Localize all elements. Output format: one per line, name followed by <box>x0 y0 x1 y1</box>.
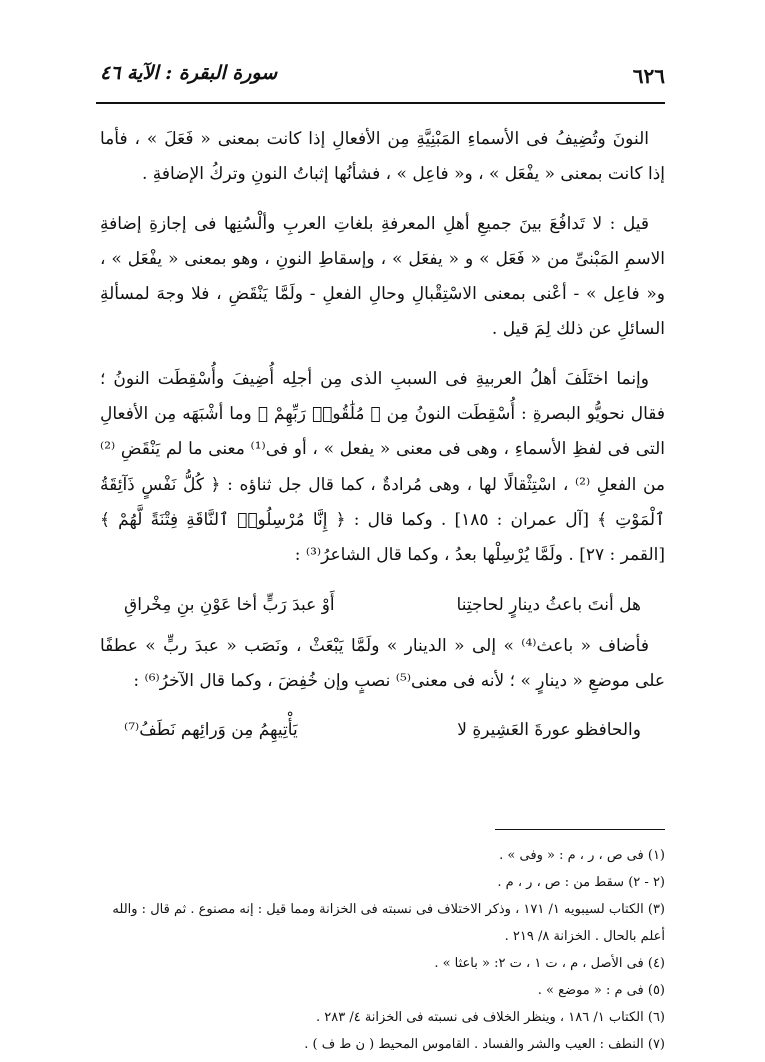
footnotes <box>100 842 665 1058</box>
page-number: ٦٢٦ <box>632 64 665 88</box>
paragraph-1: النونَ وتُضِيفُ فى الأسماءِ المَبْنِيَّةِ مِن الأفعالِ إذا كانت بمعنى « فَعَلَ » ، فأما إذا كانت بمعنى « يفْعَل » ، و« فاعِل » ، فشأنُها إثباتُ النونِ وتركُ الإضافةِ . <box>100 129 665 185</box>
footnote-7: (٧) النطف : العيب والشر والفساد . القاموس المحيط ( ن ط ف ) . <box>304 1037 665 1052</box>
verse-2 <box>124 713 641 748</box>
footnote-2: (٢ - ٢) سقط من : ص ، ر ، م . <box>497 875 665 890</box>
paragraph-2: قيل : لا تَدافُعَ بينَ جميعِ أهلِ المعرفةِ بلغاتِ العربِ وألْسُنِها فى إجازةِ إضافةِ الاسمِ المَبْنىِّ من « فَعَل » و « يفعَل » ، وإسقاطِ النونِ ، وهو بمعنى « يفْعَل » ، و« فاعِل » - أعْنى بمعنى الاسْتِقْبالِ وحالِ الفعلِ - ولَمَّا يَنْقَضِ ، فلا وجهَ لمسألةِ السائلِ عن ذلك لِمَ قيل . <box>100 213 665 340</box>
verse-1 <box>124 588 641 623</box>
footnote-6: (٦) الكتاب ١/ ١٨٦ ، وينظر الخلاف فى نسبته فى الخزانة ٤/ ٢٨٣ . <box>315 1010 665 1025</box>
footnote-4: (٤) فى الأصل ، م ، ت ١ ، ت ٢: « باعثا » . <box>434 956 665 971</box>
running-title: سورة البقرة : الآية ٤٦ <box>100 62 278 84</box>
footnote-3: (٣) الكتاب لسيبويه ١/ ١٧١ ، وذكر الاختلاف فى نسبته فى الخزانة ومما قيل : إنه مصنوع . ثم قال : والله أعلم بالحال . الخزانة ٨/ ٢١٩ . <box>112 902 665 944</box>
paragraph-4: فأضاف « باعث⁽⁴⁾ » إلى « الدينار » ولَمَّا يَبْعَثْ ، ونَصَب « عبدَ ربٍّ » عطفًا على موضعِ « دينارٍ » ؛ لأنه فى معنى⁽⁵⁾ نصبٍ وإن خُفِضَ ، وكما قال الآخرُ⁽⁶⁾ : <box>100 635 665 692</box>
main-text <box>100 122 665 755</box>
footnote-5: (٥) فى م : « موضع » . <box>537 983 665 998</box>
footnote-separator <box>495 829 665 830</box>
verse-1-first-hemistich: هل أنتَ باعثُ دينارٍ لحاجتِنا <box>456 594 641 615</box>
page-header <box>100 62 665 102</box>
verse-2-first-hemistich: والحافظو عورةَ العَشِيرةِ لا <box>457 720 641 741</box>
footnote-1: (١) فى ص ، ر ، م : « وفى » . <box>499 848 665 863</box>
header-rule <box>96 102 665 104</box>
verse-2-second-hemistich: يَأْتِيهِمُ مِن وَرائِهم نَطَفُ⁽⁷⁾ <box>124 720 298 741</box>
paragraph-3: وإنما اختَلَفَ أهلُ العربيةِ فى السببِ الذى مِن أجلِه أُضِيفَ وأُسْقِطَت النونُ ؛ فقال نحويُّو البصرةِ : أُسْقِطَت النونُ مِن ﴿ مُلَٰقُوا۟ رَبِّهِمْ ﴾ وما أشْبَهَه مِن الأفعالِ التى فى لفظِ الأسماءِ ، وهى فى معنى « يفعل » ، أو فى⁽¹⁾ معنى ما لم يَنْقَضِ ⁽²⁾ من الفعلِ ⁽²⁾ ، اسْتِثْقالًا لها ، وهى مُرادةٌ ، كما قال جل ثناؤه : ﴿ كُلُّ نَفْسٍ ذَآئِقَةُ ٱلْمَوْتِ ﴾ [آل عمران : ١٨٥] . وكما قال : ﴿ إِنَّا مُرْسِلُوا۟ ٱلنَّاقَةِ فِتْنَةً لَّهُمْ ﴾ [القمر : ٢٧] . ولَمَّا يُرْسِلْها بعدُ ، وكما قال الشاعرُ⁽³⁾ : <box>100 368 665 566</box>
verse-1-second-hemistich: أَوْ عبدَ رَبٍّ أخا عَوْنِ بنِ مِخْراقِ <box>124 594 335 615</box>
